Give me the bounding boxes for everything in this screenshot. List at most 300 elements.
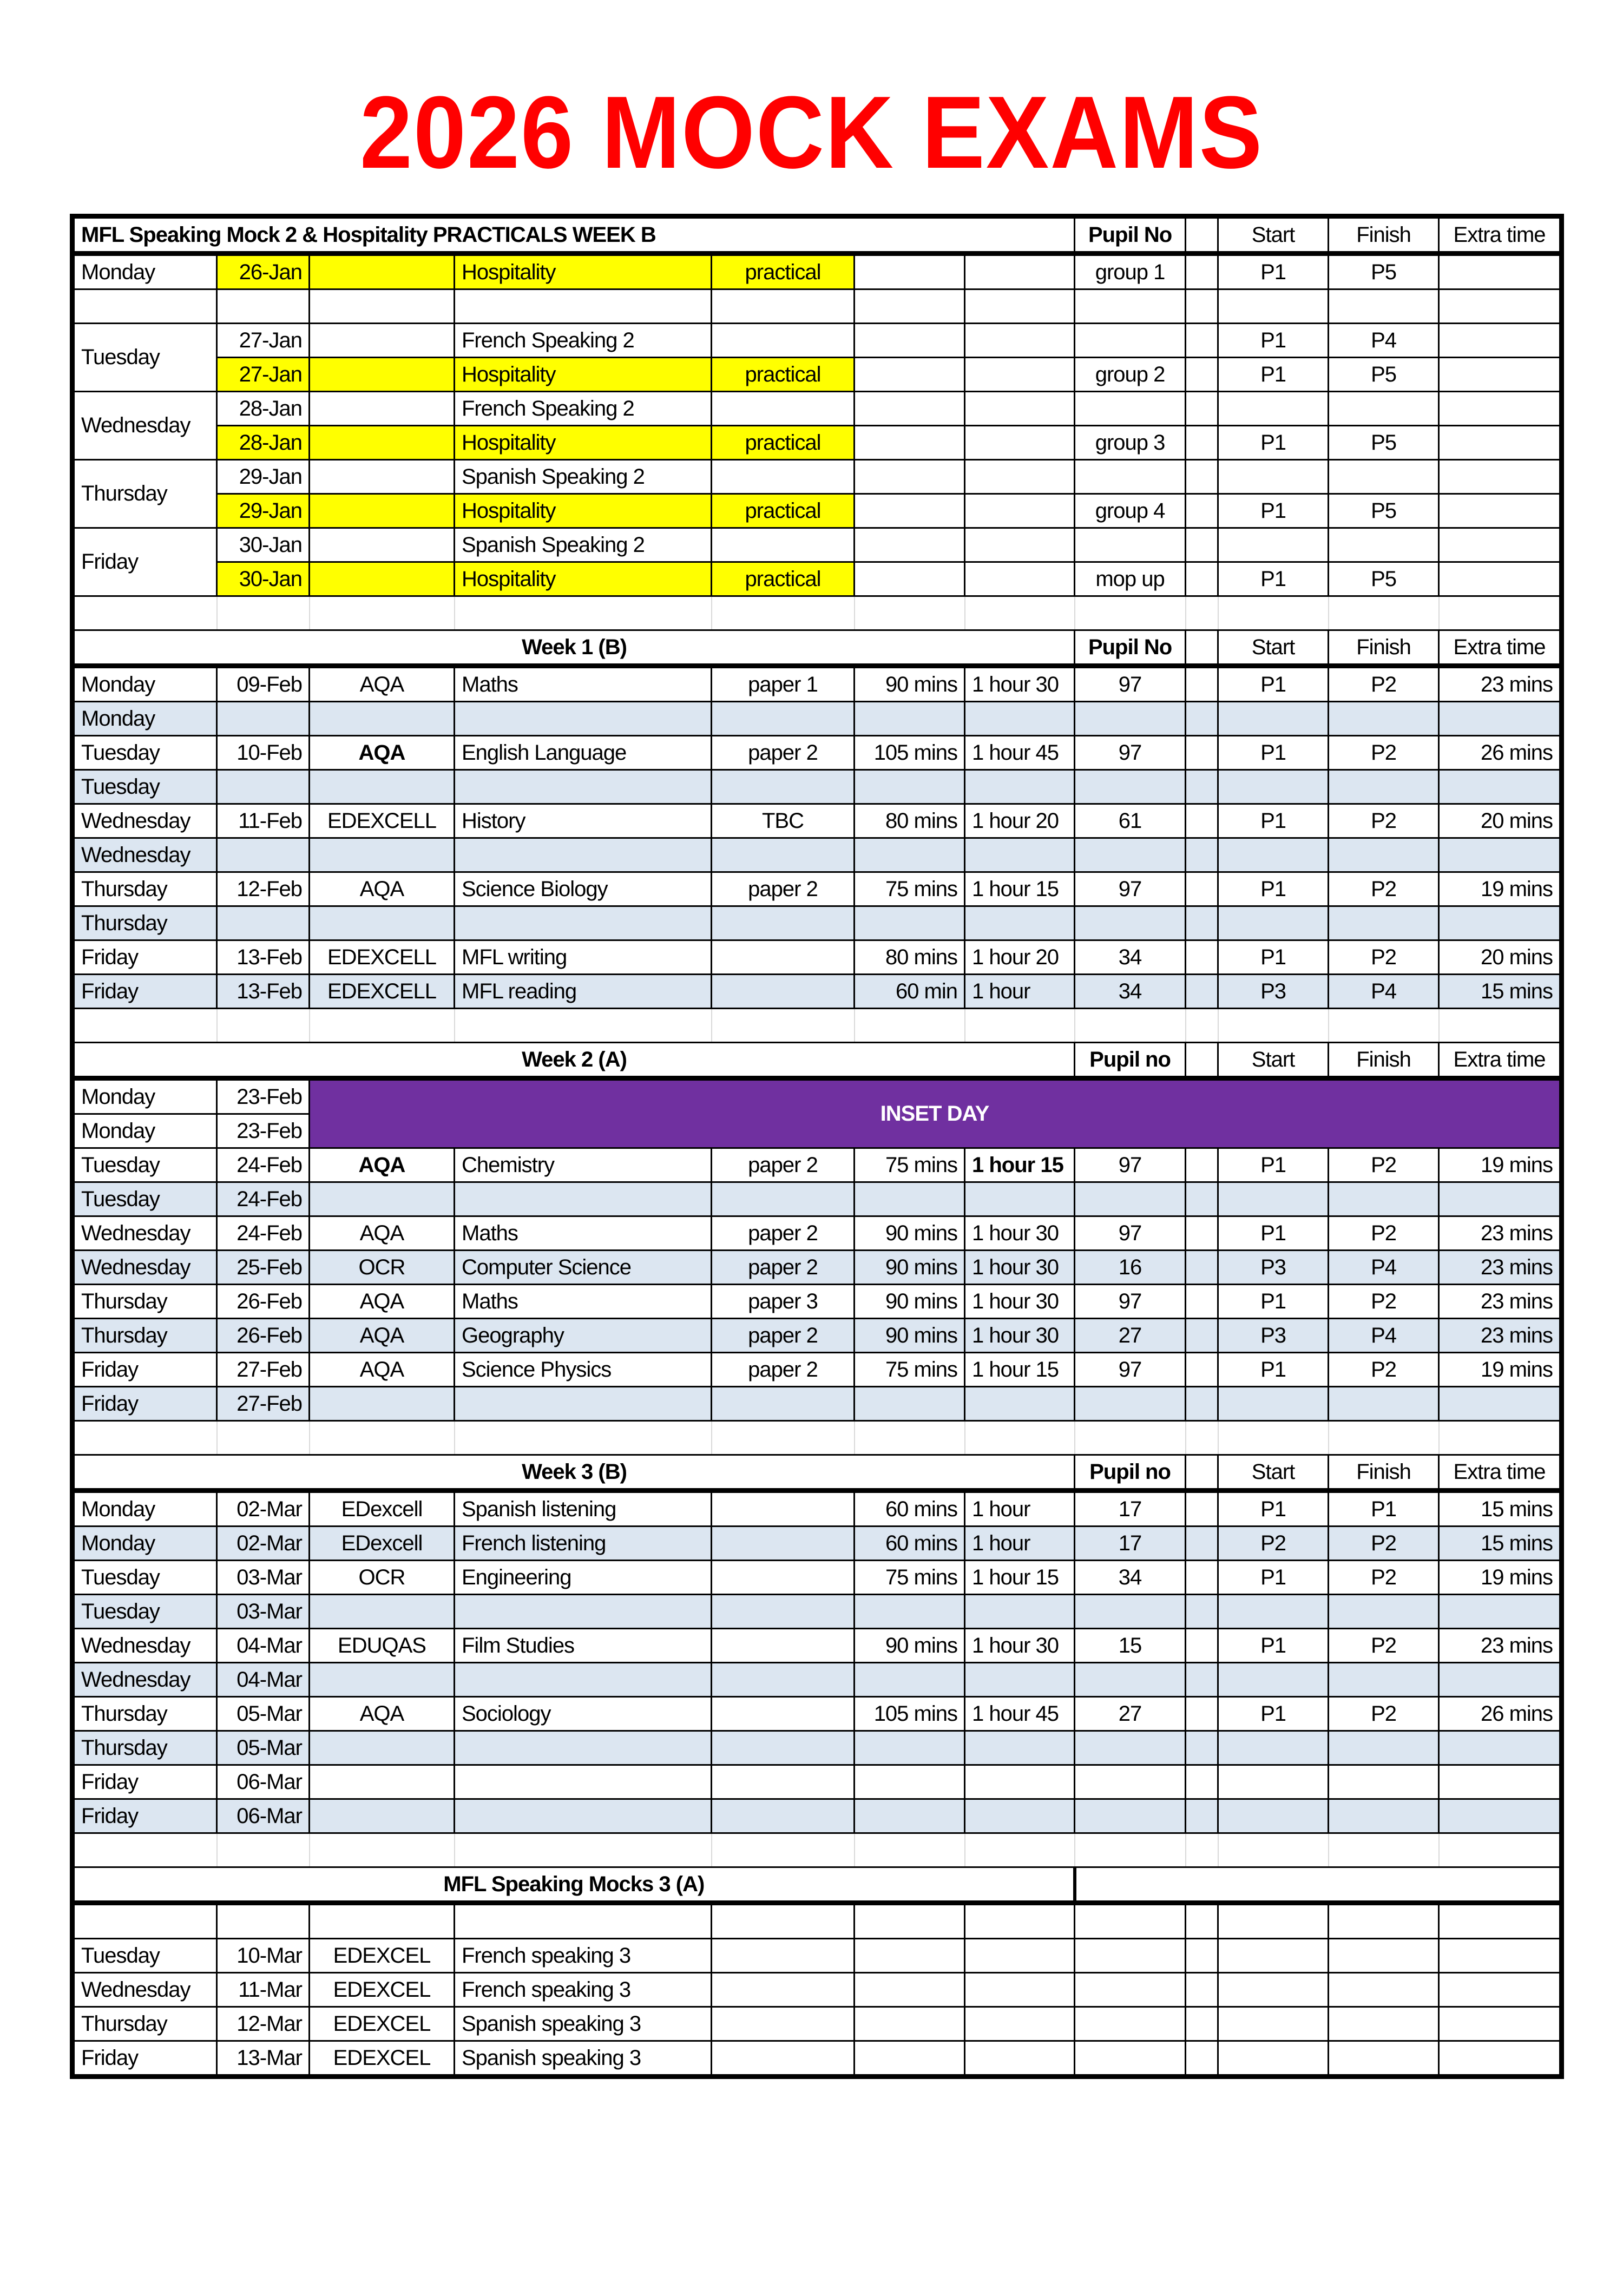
header-extra-time: Extra time [1439, 1043, 1562, 1078]
empty-cell [855, 1833, 965, 1867]
header-pupil-no: Pupil No [1075, 630, 1186, 666]
gap-cell [1186, 666, 1218, 702]
exam-row [73, 324, 1562, 358]
duration-hours-cell [965, 1387, 1075, 1421]
duration-hours-cell [965, 838, 1075, 872]
start-period-cell: P1 [1218, 666, 1329, 702]
exam-row [73, 1078, 1562, 1114]
paper-cell [712, 1663, 855, 1697]
start-period-cell: P1 [1218, 872, 1329, 906]
date-cell: 23-Feb [217, 1078, 310, 1114]
exam-board-cell: AQA [310, 1148, 455, 1182]
duration-hours-cell [965, 770, 1075, 804]
duration-mins-cell [855, 1973, 965, 2007]
duration-hours-cell: 1 hour [965, 975, 1075, 1009]
exam-row [73, 494, 1562, 528]
day-cell: Wednesday [73, 392, 217, 460]
empty-cell [455, 1009, 712, 1043]
header-blank [1075, 1867, 1562, 1903]
day-cell: Friday [73, 975, 217, 1009]
paper-cell [712, 1491, 855, 1527]
exam-row [73, 1319, 1562, 1353]
empty-cell [73, 1833, 217, 1867]
start-period-cell [1218, 528, 1329, 562]
subject-cell: Spanish listening [455, 1491, 712, 1527]
day-cell: Tuesday [73, 1148, 217, 1182]
day-cell: Friday [73, 2041, 217, 2077]
subject-cell: Engineering [455, 1561, 712, 1595]
exam-board-cell [310, 392, 455, 426]
exam-row [73, 1731, 1562, 1765]
exam-row [73, 1973, 1562, 2007]
start-period-cell: P1 [1218, 426, 1329, 460]
exam-row [73, 528, 1562, 562]
extra-time-cell [1439, 1939, 1562, 1973]
finish-period-cell [1329, 1939, 1439, 1973]
gap-cell [1186, 1387, 1218, 1421]
start-period-cell [1218, 2007, 1329, 2041]
subject-cell: Spanish speaking 3 [455, 2041, 712, 2077]
duration-hours-cell: 1 hour 15 [965, 1353, 1075, 1387]
pupil-no-cell: 97 [1075, 1216, 1186, 1251]
duration-hours-cell: 1 hour 45 [965, 736, 1075, 770]
subject-cell: Computer Science [455, 1251, 712, 1285]
exam-row [73, 1216, 1562, 1251]
duration-mins-cell [855, 1939, 965, 1973]
paper-cell [712, 1903, 855, 1939]
pupil-no-cell: group 2 [1075, 358, 1186, 392]
pupil-no-cell [1075, 1731, 1186, 1765]
exam-board-cell: AQA [310, 1319, 455, 1353]
start-period-cell [1218, 392, 1329, 426]
paper-cell [712, 1939, 855, 1973]
pupil-no-cell [1075, 1939, 1186, 1973]
exam-board-cell [310, 838, 455, 872]
day-cell: Friday [73, 528, 217, 596]
pupil-no-cell: 15 [1075, 1629, 1186, 1663]
pupil-no-cell: 16 [1075, 1251, 1186, 1285]
pupil-no-cell [1075, 1903, 1186, 1939]
finish-period-cell [1329, 1731, 1439, 1765]
paper-cell [712, 906, 855, 940]
subject-cell [455, 1903, 712, 1939]
paper-cell [712, 460, 855, 494]
spacer-row [73, 596, 1562, 630]
gap-cell [1186, 392, 1218, 426]
start-period-cell [1218, 1387, 1329, 1421]
finish-period-cell: P2 [1329, 1216, 1439, 1251]
exam-board-cell [310, 460, 455, 494]
extra-time-cell [1439, 1799, 1562, 1833]
gap-cell [1186, 1629, 1218, 1663]
empty-cell [1329, 1833, 1439, 1867]
exam-row [73, 702, 1562, 736]
pupil-no-cell: 97 [1075, 872, 1186, 906]
spacer-row [73, 1421, 1562, 1455]
gap-cell [1186, 1285, 1218, 1319]
gap-cell [1186, 2007, 1218, 2041]
duration-hours-cell [965, 254, 1075, 290]
start-period-cell: P1 [1218, 254, 1329, 290]
empty-cell [1439, 1009, 1562, 1043]
gap-cell [1186, 1491, 1218, 1527]
header-pupil-no: Pupil no [1075, 1455, 1186, 1491]
pupil-no-cell: 97 [1075, 1353, 1186, 1387]
finish-period-cell [1329, 290, 1439, 324]
pupil-no-cell [1075, 1799, 1186, 1833]
paper-cell: practical [712, 254, 855, 290]
start-period-cell [1218, 460, 1329, 494]
extra-time-cell [1439, 392, 1562, 426]
paper-cell: paper 2 [712, 1353, 855, 1387]
gap-cell [1186, 460, 1218, 494]
duration-hours-cell [965, 426, 1075, 460]
day-cell: Wednesday [73, 838, 217, 872]
gap-cell [1186, 804, 1218, 838]
subject-cell: Maths [455, 666, 712, 702]
empty-cell [1186, 596, 1218, 630]
date-cell: 28-Jan [217, 426, 310, 460]
duration-mins-cell: 60 mins [855, 1527, 965, 1561]
paper-cell: paper 2 [712, 1216, 855, 1251]
date-cell: 11-Feb [217, 804, 310, 838]
pupil-no-cell [1075, 1182, 1186, 1216]
paper-cell: paper 2 [712, 1148, 855, 1182]
extra-time-cell [1439, 1387, 1562, 1421]
date-cell: 03-Mar [217, 1561, 310, 1595]
inset-day-banner: INSET DAY [310, 1078, 1562, 1148]
subject-cell [455, 1182, 712, 1216]
subject-cell: Sociology [455, 1697, 712, 1731]
duration-mins-cell [855, 770, 965, 804]
subject-cell: French listening [455, 1527, 712, 1561]
extra-time-cell: 23 mins [1439, 1251, 1562, 1285]
exam-row [73, 1251, 1562, 1285]
exam-row [73, 562, 1562, 596]
date-cell: 30-Jan [217, 562, 310, 596]
duration-mins-cell: 75 mins [855, 1148, 965, 1182]
paper-cell [712, 770, 855, 804]
header-finish: Finish [1329, 1043, 1439, 1078]
pupil-no-cell: 61 [1075, 804, 1186, 838]
start-period-cell [1218, 2041, 1329, 2077]
paper-cell [712, 1697, 855, 1731]
finish-period-cell: P4 [1329, 975, 1439, 1009]
finish-period-cell [1329, 1595, 1439, 1629]
gap-cell [1186, 1903, 1218, 1939]
subject-cell: Hospitality [455, 358, 712, 392]
gap-cell [1186, 1939, 1218, 1973]
exam-board-cell [310, 1182, 455, 1216]
duration-mins-cell [855, 2007, 965, 2041]
day-cell: Wednesday [73, 1973, 217, 2007]
subject-cell: Maths [455, 1216, 712, 1251]
gap-cell [1186, 1663, 1218, 1697]
start-period-cell: P1 [1218, 1561, 1329, 1595]
duration-hours-cell [965, 528, 1075, 562]
gap-cell [1186, 1527, 1218, 1561]
empty-cell [1329, 596, 1439, 630]
finish-period-cell [1329, 702, 1439, 736]
day-cell: Tuesday [73, 736, 217, 770]
exam-board-cell: EDEXCEL [310, 2007, 455, 2041]
extra-time-cell [1439, 1973, 1562, 2007]
pupil-no-cell: 27 [1075, 1319, 1186, 1353]
pupil-no-cell: 17 [1075, 1527, 1186, 1561]
duration-hours-cell [965, 1595, 1075, 1629]
empty-cell [73, 1421, 217, 1455]
exam-row [73, 975, 1562, 1009]
extra-time-cell [1439, 254, 1562, 290]
empty-cell [1218, 1421, 1329, 1455]
day-cell: Thursday [73, 1731, 217, 1765]
empty-cell [73, 596, 217, 630]
exam-row [73, 1765, 1562, 1799]
date-cell: 30-Jan [217, 528, 310, 562]
extra-time-cell [1439, 2007, 1562, 2041]
gap-cell [1186, 1148, 1218, 1182]
date-cell: 04-Mar [217, 1629, 310, 1663]
exam-board-cell [310, 494, 455, 528]
paper-cell: paper 2 [712, 736, 855, 770]
day-cell: Wednesday [73, 1629, 217, 1663]
pupil-no-cell [1075, 460, 1186, 494]
extra-time-cell [1439, 358, 1562, 392]
header-start: Start [1218, 630, 1329, 666]
subject-cell: French speaking 3 [455, 1973, 712, 2007]
extra-time-cell [1439, 562, 1562, 596]
start-period-cell [1218, 906, 1329, 940]
empty-cell [310, 1009, 455, 1043]
duration-hours-cell [965, 494, 1075, 528]
exam-board-cell [310, 770, 455, 804]
day-cell: Thursday [73, 906, 217, 940]
exam-board-cell: AQA [310, 1697, 455, 1731]
exam-board-cell: EDexcell [310, 1491, 455, 1527]
gap-cell [1186, 494, 1218, 528]
gap-cell [1186, 1319, 1218, 1353]
duration-mins-cell [855, 426, 965, 460]
header-gap [1186, 630, 1218, 666]
start-period-cell: P1 [1218, 1148, 1329, 1182]
duration-mins-cell: 90 mins [855, 1629, 965, 1663]
subject-cell [455, 906, 712, 940]
empty-cell [455, 1833, 712, 1867]
paper-cell: paper 3 [712, 1285, 855, 1319]
extra-time-cell: 15 mins [1439, 1491, 1562, 1527]
duration-mins-cell: 80 mins [855, 804, 965, 838]
subject-cell [455, 1765, 712, 1799]
exam-board-cell [310, 906, 455, 940]
date-cell [217, 906, 310, 940]
start-period-cell [1218, 290, 1329, 324]
subject-cell [455, 290, 712, 324]
empty-cell [1075, 1421, 1186, 1455]
duration-mins-cell [855, 1387, 965, 1421]
exam-board-cell: AQA [310, 872, 455, 906]
date-cell [217, 1903, 310, 1939]
pupil-no-cell: 34 [1075, 975, 1186, 1009]
exam-row [73, 460, 1562, 494]
date-cell: 05-Mar [217, 1731, 310, 1765]
exam-board-cell [310, 702, 455, 736]
pupil-no-cell: group 4 [1075, 494, 1186, 528]
finish-period-cell: P2 [1329, 1697, 1439, 1731]
start-period-cell [1218, 1903, 1329, 1939]
header-start: Start [1218, 1455, 1329, 1491]
empty-cell [712, 596, 855, 630]
pupil-no-cell: 97 [1075, 666, 1186, 702]
pupil-no-cell: 34 [1075, 940, 1186, 975]
start-period-cell: P1 [1218, 1353, 1329, 1387]
extra-time-cell [1439, 1663, 1562, 1697]
duration-hours-cell [965, 2041, 1075, 2077]
start-period-cell [1218, 770, 1329, 804]
empty-cell [1329, 1009, 1439, 1043]
exam-row [73, 940, 1562, 975]
exam-timetable [70, 214, 1559, 2079]
gap-cell [1186, 1561, 1218, 1595]
extra-time-cell: 23 mins [1439, 1216, 1562, 1251]
date-cell: 04-Mar [217, 1663, 310, 1697]
exam-row [73, 666, 1562, 702]
empty-cell [1186, 1833, 1218, 1867]
start-period-cell: P1 [1218, 1491, 1329, 1527]
date-cell: 13-Mar [217, 2041, 310, 2077]
paper-cell: practical [712, 426, 855, 460]
duration-hours-cell [965, 1663, 1075, 1697]
paper-cell: paper 2 [712, 872, 855, 906]
day-cell: Thursday [73, 2007, 217, 2041]
section-title: Week 1 (B) [73, 630, 1075, 666]
date-cell: 10-Feb [217, 736, 310, 770]
paper-cell [712, 324, 855, 358]
date-cell: 02-Mar [217, 1491, 310, 1527]
duration-hours-cell: 1 hour 30 [965, 1251, 1075, 1285]
empty-cell [855, 596, 965, 630]
header-gap [1186, 216, 1218, 254]
date-cell: 25-Feb [217, 1251, 310, 1285]
exam-row [73, 1697, 1562, 1731]
section-title: MFL Speaking Mock 2 & Hospitality PRACTICALS WEEK B [73, 216, 1075, 254]
empty-cell [217, 1421, 310, 1455]
duration-hours-cell [965, 392, 1075, 426]
empty-cell [965, 1421, 1075, 1455]
duration-mins-cell: 90 mins [855, 666, 965, 702]
start-period-cell: P1 [1218, 940, 1329, 975]
finish-period-cell [1329, 1387, 1439, 1421]
duration-hours-cell [965, 1903, 1075, 1939]
duration-hours-cell [965, 1973, 1075, 2007]
exam-row [73, 1595, 1562, 1629]
empty-cell [855, 1421, 965, 1455]
gap-cell [1186, 1251, 1218, 1285]
paper-cell [712, 838, 855, 872]
date-cell: 05-Mar [217, 1697, 310, 1731]
duration-mins-cell [855, 324, 965, 358]
duration-hours-cell: 1 hour 30 [965, 1629, 1075, 1663]
extra-time-cell [1439, 1765, 1562, 1799]
duration-hours-cell: 1 hour 15 [965, 872, 1075, 906]
finish-period-cell: P5 [1329, 254, 1439, 290]
paper-cell: paper 1 [712, 666, 855, 702]
paper-cell [712, 1561, 855, 1595]
exam-board-cell [310, 1663, 455, 1697]
start-period-cell [1218, 1939, 1329, 1973]
page-title: 2026 MOCK EXAMS [359, 75, 1264, 190]
pupil-no-cell: 17 [1075, 1491, 1186, 1527]
finish-period-cell [1329, 392, 1439, 426]
exam-row [73, 804, 1562, 838]
extra-time-cell: 15 mins [1439, 975, 1562, 1009]
exam-row [73, 1663, 1562, 1697]
gap-cell [1186, 426, 1218, 460]
paper-cell: paper 2 [712, 1251, 855, 1285]
empty-cell [1075, 596, 1186, 630]
paper-cell: practical [712, 358, 855, 392]
section-title: Week 3 (B) [73, 1455, 1075, 1491]
duration-hours-cell [965, 290, 1075, 324]
date-cell: 13-Feb [217, 975, 310, 1009]
pupil-no-cell [1075, 1387, 1186, 1421]
subject-cell [455, 1799, 712, 1833]
exam-board-cell [310, 1765, 455, 1799]
exam-board-cell: AQA [310, 1353, 455, 1387]
duration-mins-cell [855, 460, 965, 494]
pupil-no-cell: 97 [1075, 736, 1186, 770]
date-cell: 12-Feb [217, 872, 310, 906]
duration-hours-cell: 1 hour 30 [965, 1285, 1075, 1319]
subject-cell: Science Biology [455, 872, 712, 906]
date-cell: 03-Mar [217, 1595, 310, 1629]
exam-row [73, 872, 1562, 906]
extra-time-cell [1439, 426, 1562, 460]
date-cell: 27-Feb [217, 1387, 310, 1421]
start-period-cell: P1 [1218, 324, 1329, 358]
paper-cell [712, 290, 855, 324]
pupil-no-cell [1075, 1973, 1186, 2007]
header-extra-time: Extra time [1439, 630, 1562, 666]
exam-row [73, 770, 1562, 804]
paper-cell: paper 2 [712, 1319, 855, 1353]
paper-cell [712, 702, 855, 736]
start-period-cell [1218, 1182, 1329, 1216]
gap-cell [1186, 1799, 1218, 1833]
duration-hours-cell: 1 hour 15 [965, 1148, 1075, 1182]
duration-mins-cell: 75 mins [855, 1561, 965, 1595]
header-extra-time: Extra time [1439, 1455, 1562, 1491]
empty-cell [310, 1833, 455, 1867]
duration-mins-cell [855, 392, 965, 426]
header-finish: Finish [1329, 1455, 1439, 1491]
subject-cell [455, 770, 712, 804]
duration-hours-cell [965, 2007, 1075, 2041]
date-cell: 13-Feb [217, 940, 310, 975]
duration-mins-cell [855, 1731, 965, 1765]
pupil-no-cell [1075, 1765, 1186, 1799]
gap-cell [1186, 358, 1218, 392]
header-start: Start [1218, 1043, 1329, 1078]
start-period-cell: P1 [1218, 736, 1329, 770]
date-cell: 06-Mar [217, 1799, 310, 1833]
empty-cell [1075, 1009, 1186, 1043]
paper-cell [712, 392, 855, 426]
day-cell: Wednesday [73, 804, 217, 838]
finish-period-cell: P5 [1329, 426, 1439, 460]
start-period-cell: P3 [1218, 1319, 1329, 1353]
day-cell: Thursday [73, 1285, 217, 1319]
gap-cell [1186, 562, 1218, 596]
